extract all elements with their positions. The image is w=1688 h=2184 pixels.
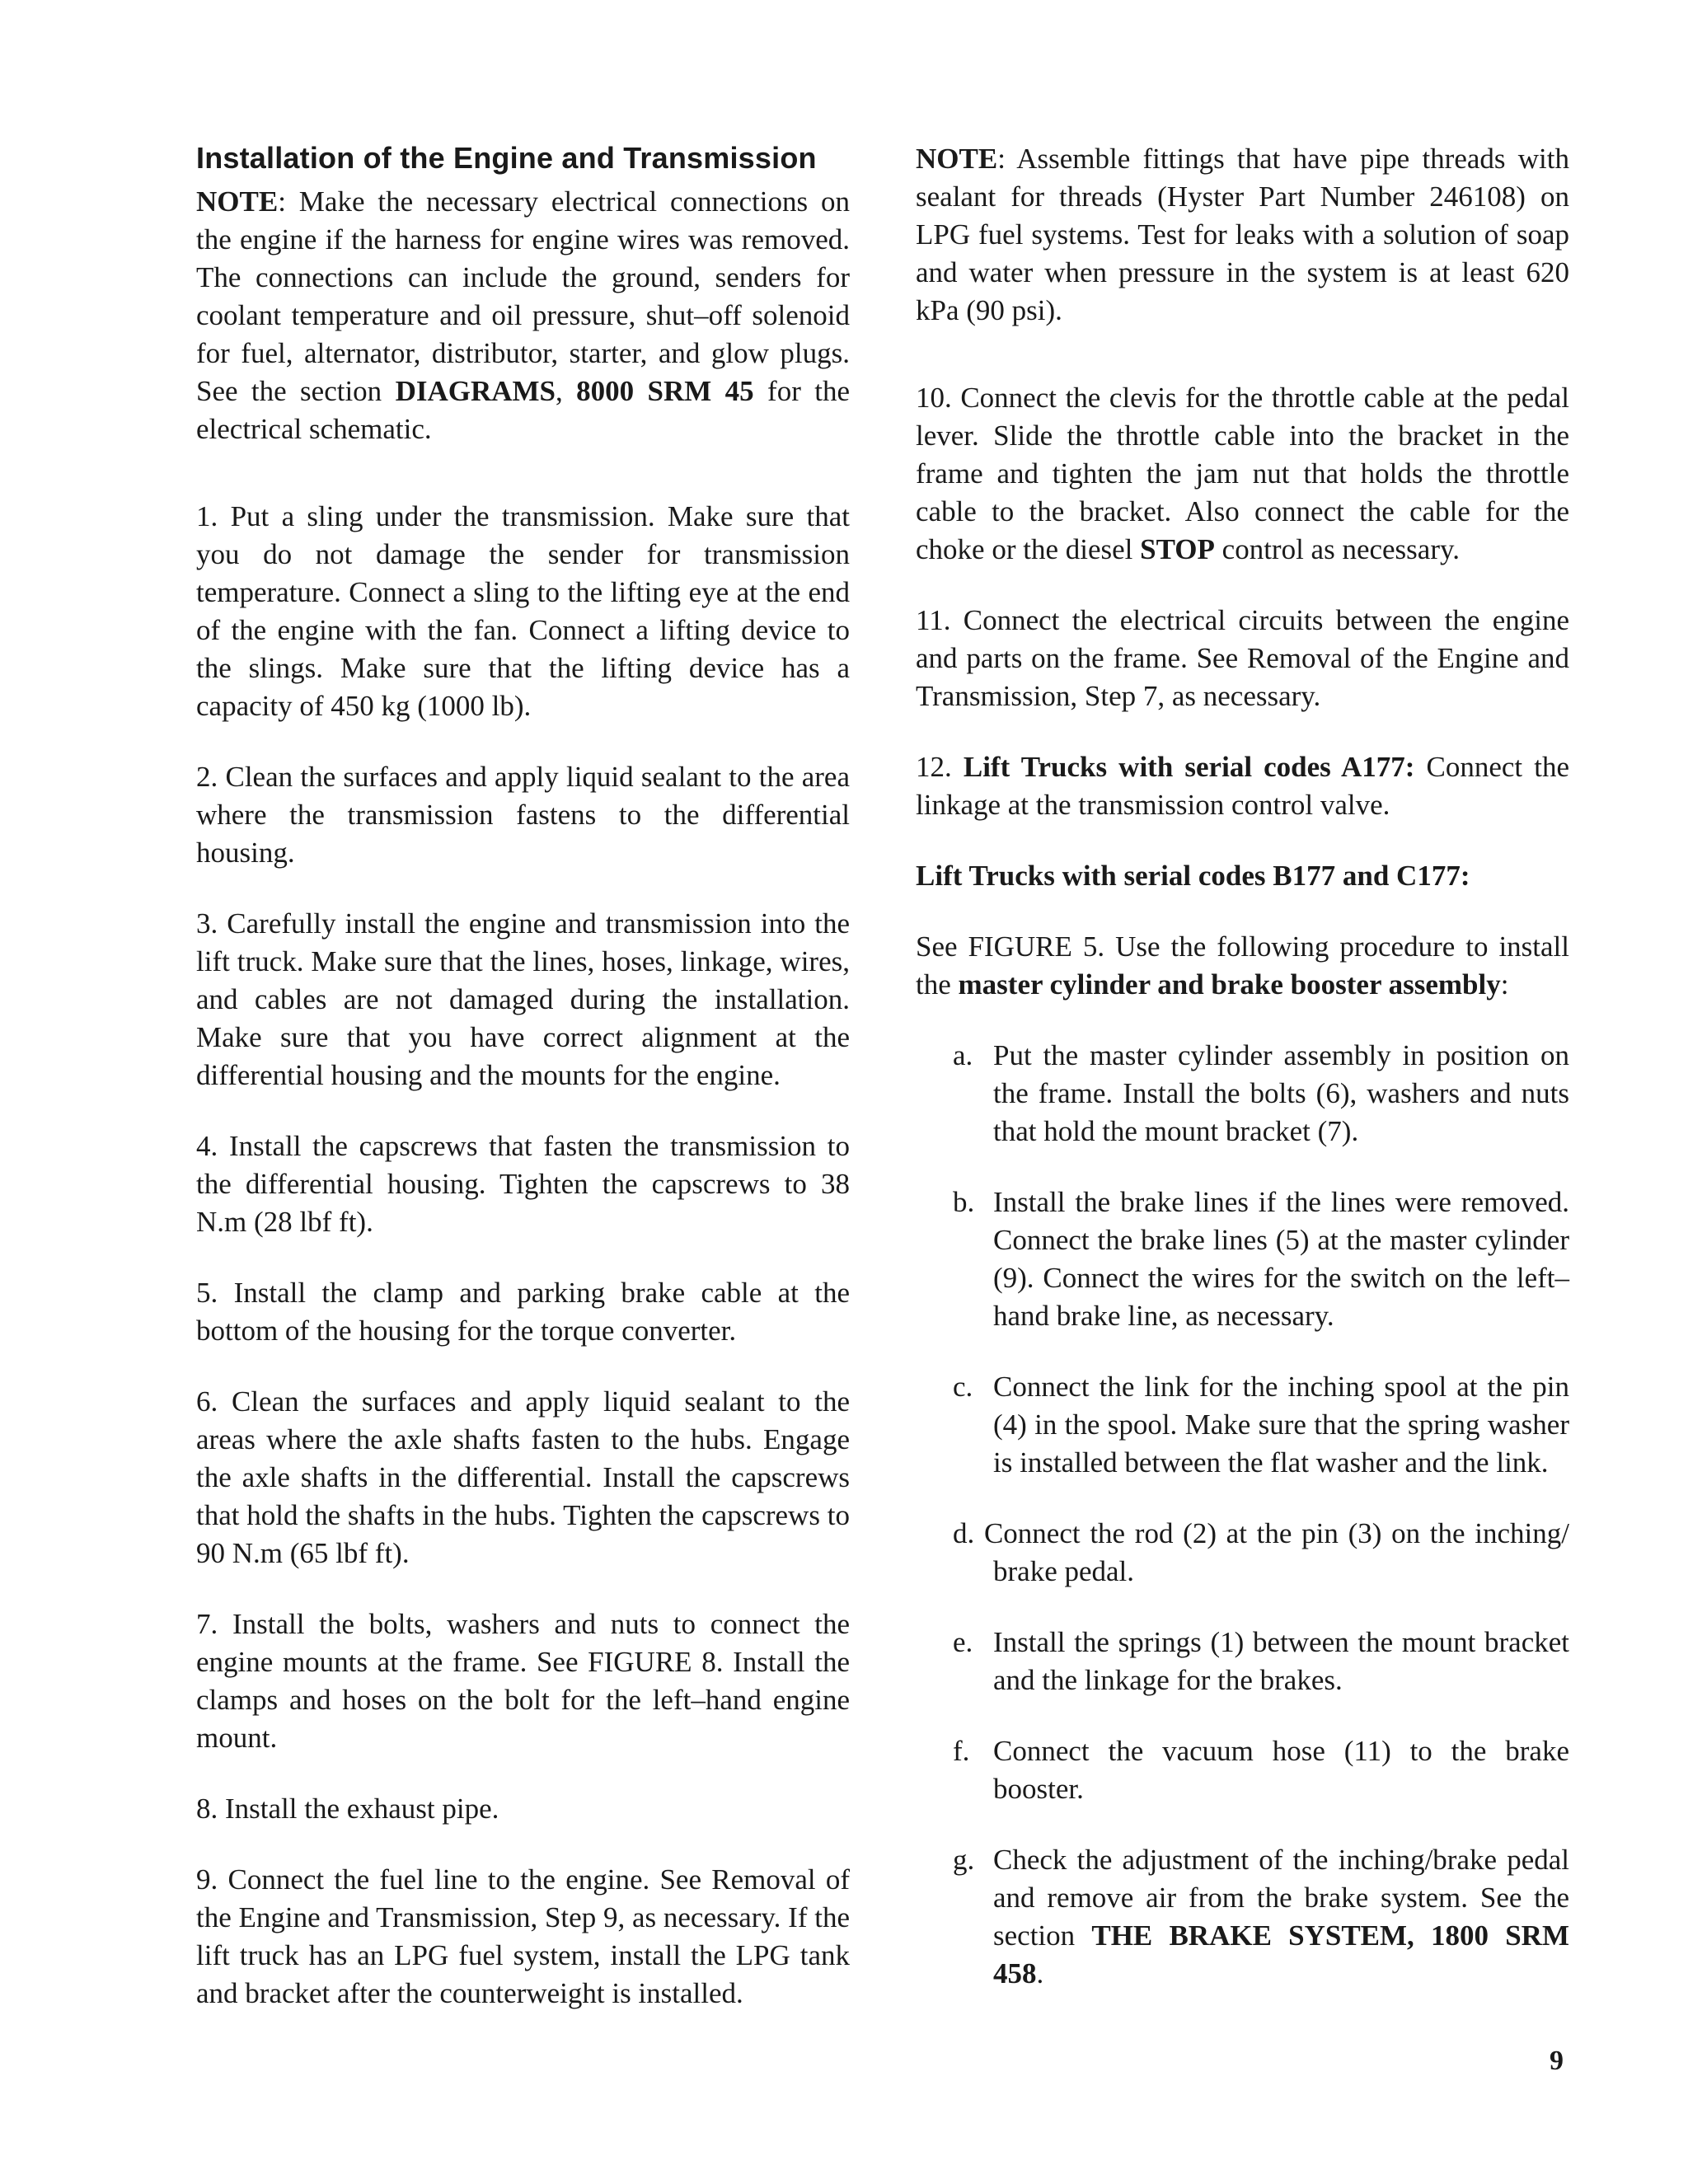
step-7: 7. Install the bolts, washers and nuts to connect the engine mounts at the frame. See FIGURE 8. Install the clamps and hoses on the bolt for the left–hand engine mount. (196, 1608, 850, 1754)
list-item-g: g. Check the adjustment of the inching/brake pedal and remove air from the brake system. See the section THE BRAKE SYSTEM, 1800 SRM 458. (953, 1844, 1569, 1990)
left-column (196, 140, 850, 2046)
note-label: NOTE (916, 143, 998, 175)
list-item-f: f. Connect the vacuum hose (11) to the brake booster. (953, 1735, 1569, 1805)
step-10: 10. Connect the clevis for the throttle cable at the pedal lever. Slide the throttle cable into the bracket in the frame and tighten the jam nut that holds the throttle cable to the bracket. Also connect the cable for the choke or the diesel STOP control as necessary. (916, 382, 1569, 565)
step-2: 2. Clean the surfaces and apply liquid sealant to the area where the transmission fastens to the differential housing. (196, 761, 850, 869)
procedure-intro: See FIGURE 5. Use the following procedure to install the master cylinder and brake booster assembly: (916, 930, 1569, 1001)
step-11: 11. Connect the electrical circuits between the engine and parts on the frame. See Removal of the Engine and Transmission, Step 7, as necessary. (916, 604, 1569, 712)
list-item-a: a. Put the master cylinder assembly in position on the frame. Install the bolts (6), washers and nuts that hold the mount bracket (7). (953, 1039, 1569, 1147)
list-item-b: b. Install the brake lines if the lines were removed. Connect the brake lines (5) at the master cylinder (9). Connect the wires for the switch on the left–hand brake line, as necessary. (953, 1186, 1569, 1332)
list-item-d: d. Connect the rod (2) at the pin (3) on the inching/ brake pedal. (953, 1517, 1569, 1587)
step-12: 12. Lift Trucks with serial codes A177: Connect the linkage at the transmission control valve. (916, 751, 1570, 821)
step-9: 9. Connect the fuel line to the engine. See Removal of the Engine and Transmission, Step 9, as necessary. If the lift truck has an LPG fuel system, install the LPG tank and bracket after the counterweight is installed. (196, 1863, 850, 2009)
step-3: 3. Carefully install the engine and transmission into the lift truck. Make sure that the lines, hoses, linkage, wires, and cables are not damaged during the installation. Make sure that you have correct alignment at the differential housing and the mounts for the engine. (196, 907, 850, 1091)
step-1: 1. Put a sling under the transmission. Make sure that you do not damage the sender for transmission temperature. Connect a sling to the lifting eye at the end of the engine with the fan. Connect a lifting device to the slings. Make sure that the lifting device has a capacity of 450 kg (1000 lb). (196, 500, 850, 722)
list-item-c: c. Connect the link for the inching spool at the pin (4) in the spool. Make sure that the spring washer is installed between the flat washer and the link. (953, 1371, 1569, 1479)
right-column (916, 140, 1569, 2026)
step-6: 6. Clean the surfaces and apply liquid sealant to the areas where the axle shafts fasten to the hubs. Engage the axle shafts in the differential. Install the capscrews that hold the shafts in the hubs. Tighten the capscrews to 90 N.m (65 lbf ft). (196, 1385, 850, 1569)
page-number: 9 (1550, 2046, 1564, 2076)
step-5: 5. Install the clamp and parking brake cable at the bottom of the housing for the torque converter. (196, 1277, 850, 1347)
list-item-e: e. Install the springs (1) between the mount bracket and the linkage for the brakes. (953, 1626, 1569, 1696)
note-paragraph-right: NOTE: Assemble fittings that have pipe threads with sealant for threads (Hyster Part Number 246108) on LPG fuel systems. Test for leaks with a solution of soap and water when pressure in the system is at least 620 kPa (90 psi). (916, 143, 1569, 326)
section-heading: Installation of the Engine and Transmission (196, 141, 817, 175)
note-paragraph-left: NOTE: Make the necessary electrical connections on the engine if the harness for engine wires was removed. The connections can include the ground, senders for coolant temperature and oil pressure, shut–off solenoid for fuel, alternator, distributor, starter, and glow plugs. See the section DIAGRAMS, 8000 SRM 45 for the electrical schematic. (196, 185, 850, 445)
note-label: NOTE (196, 185, 279, 218)
step-8: 8. Install the exhaust pipe. (196, 1793, 499, 1825)
step-4: 4. Install the capscrews that fasten the transmission to the differential housing. Tighten the capscrews to 38 N.m (28 lbf ft). (196, 1130, 850, 1238)
subheading-b177-c177: Lift Trucks with serial codes B177 and C177: (916, 860, 1470, 892)
procedure-list (916, 1037, 1569, 1993)
